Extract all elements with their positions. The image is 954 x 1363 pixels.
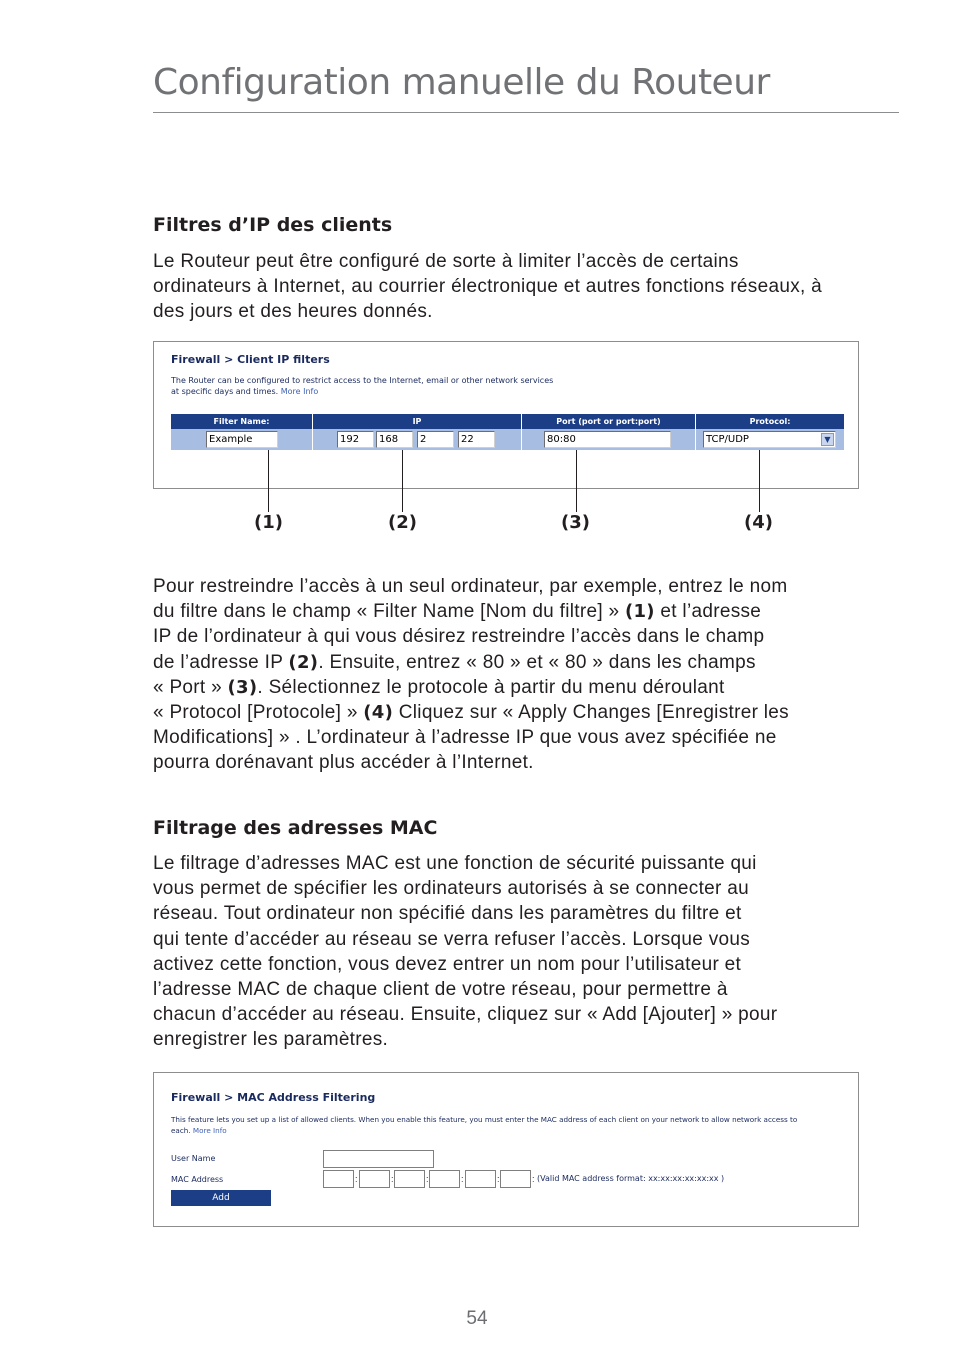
mac-separator: :: [532, 1174, 535, 1184]
paragraph-line: qui tente d’accéder au réseau se verra refuser l’accès. Lorsque vous: [153, 928, 751, 950]
title-divider: [153, 112, 899, 113]
ref-2: (2): [288, 651, 319, 673]
ip-octet-1-input[interactable]: 192: [337, 431, 374, 448]
protocol-select-value: TCP/UDP: [706, 434, 749, 445]
screenshot-description: [171, 1115, 797, 1136]
client-ip-filters-screenshot: [153, 341, 859, 489]
mac-octet-input[interactable]: [429, 1170, 460, 1188]
callout-line-3: [576, 450, 577, 512]
mac-filtering-description: [153, 851, 777, 1053]
paragraph-line: Le filtrage d’adresses MAC est une fonction de sécurité puissante qui: [153, 853, 757, 874]
callout-line-4: [759, 450, 760, 512]
paragraph-line: activez cette fonction, vous devez entrer un nom pour l’utilisateur et: [153, 953, 742, 975]
mac-separator: :: [391, 1174, 394, 1184]
description-line: at specific days and times.: [171, 386, 279, 396]
section-heading-mac-filtering: Filtrage des adresses MAC: [153, 817, 438, 839]
page-number: 54: [466, 1308, 488, 1329]
section-heading-ip-filters: Filtres d’IP des clients: [153, 214, 393, 236]
mac-separator: :: [497, 1174, 500, 1184]
column-divider: [312, 414, 313, 450]
paragraph-line: de l’adresse IP (2). Ensuite, entrez « 80 » et « 80 » dans les champs: [153, 651, 756, 673]
mac-address-label: MAC Address: [171, 1175, 224, 1184]
ip-filter-instructions: [153, 574, 789, 776]
ref-1: (1): [624, 601, 655, 623]
intro-line: Le Routeur peut être configuré de sorte à limiter l’accès de certains: [153, 251, 739, 272]
mac-filtering-screenshot: [153, 1072, 859, 1227]
column-header-protocol: Protocol:: [749, 417, 791, 426]
paragraph-line: du filtre dans le champ « Filter Name [Nom du filtre] » (1) et l’adresse: [153, 601, 762, 623]
paragraph-line: « Port » (3). Sélectionnez le protocole à partir du menu déroulant: [153, 676, 725, 698]
paragraph-line: réseau. Tout ordinateur non spécifié dans les paramètres du filtre et: [153, 903, 742, 925]
mac-format-hint: (Valid MAC address format: xx:xx:xx:xx:xx:xx ): [537, 1174, 725, 1183]
table-header-row: [171, 414, 844, 429]
screenshot-title: Firewall > MAC Address Filtering: [171, 1091, 376, 1104]
mac-octet-input[interactable]: [394, 1170, 425, 1188]
intro-line: des jours et des heures donnés.: [153, 301, 433, 323]
callout-label-4: (4): [744, 512, 773, 533]
user-name-label: User Name: [171, 1154, 216, 1163]
paragraph-line: l’adresse MAC de chaque client de votre réseau, pour permettre à: [153, 979, 728, 1001]
mac-octet-input[interactable]: [500, 1170, 531, 1188]
mac-octet-input[interactable]: [359, 1170, 390, 1188]
mac-octet-input[interactable]: [323, 1170, 354, 1188]
mac-separator: :: [355, 1174, 358, 1184]
screenshot-description: [171, 376, 553, 397]
callout-label-1: (1): [254, 512, 283, 533]
ip-octet-2-input[interactable]: 168: [376, 431, 413, 448]
paragraph-line: pourra dorénavant plus accéder à l’Internet.: [153, 752, 534, 774]
mac-address-fields: [323, 1170, 725, 1188]
add-button[interactable]: Add: [171, 1190, 271, 1206]
ip-octet-4-input[interactable]: 22: [458, 431, 495, 448]
column-header-filter-name: Filter Name:: [213, 417, 270, 426]
ref-4: (4): [363, 702, 394, 724]
column-divider: [521, 414, 522, 450]
column-header-ip: IP: [412, 417, 422, 426]
more-info-link[interactable]: More Info: [280, 386, 319, 396]
paragraph-line: vous permet de spécifier les ordinateurs autorisés à se connecter au: [153, 878, 749, 900]
paragraph-line: chacun d’accéder au réseau. Ensuite, cliquez sur « Add [Ajouter] » pour: [153, 1004, 778, 1026]
ip-octet-3-input[interactable]: 2: [417, 431, 454, 448]
intro-line: ordinateurs à Internet, au courrier électronique et autres fonctions réseaux, à: [153, 276, 823, 298]
filter-name-input[interactable]: Example: [206, 431, 278, 448]
user-name-input[interactable]: [323, 1150, 434, 1168]
callout-line-2: [402, 450, 403, 512]
description-line: each.: [171, 1125, 191, 1135]
paragraph-line: « Protocol [Protocole] » (4) Cliquez sur « Apply Changes [Enregistrer les: [153, 702, 789, 724]
callout-label-3: (3): [561, 512, 590, 533]
page-title: Configuration manuelle du Routeur: [153, 62, 770, 103]
paragraph-line: Modifications] » . L’ordinateur à l’adresse IP que vous avez spécifiée ne: [153, 727, 777, 749]
column-header-port: Port (port or port:port): [556, 417, 661, 426]
section-intro-ip-filters: [153, 249, 822, 325]
description-line: This feature lets you set up a list of allowed clients. When you enable this feature, you must enter the MAC address of each client on your network to allow network access to: [171, 1115, 798, 1124]
more-info-link[interactable]: More Info: [192, 1125, 227, 1135]
callout-line-1: [268, 450, 269, 512]
paragraph-line: Pour restreindre l’accès à un seul ordinateur, par exemple, entrez le nom: [153, 576, 788, 597]
ref-3: (3): [227, 676, 258, 698]
callout-label-2: (2): [388, 512, 417, 533]
protocol-select[interactable]: [703, 431, 836, 448]
mac-separator: :: [461, 1174, 464, 1184]
column-divider: [695, 414, 696, 450]
mac-separator: :: [426, 1174, 429, 1184]
chevron-down-icon[interactable]: ▼: [821, 433, 834, 446]
paragraph-line: enregistrer les paramètres.: [153, 1029, 389, 1051]
paragraph-line: IP de l’ordinateur à qui vous désirez restreindre l’accès dans le champ: [153, 626, 765, 648]
mac-octet-input[interactable]: [465, 1170, 496, 1188]
table-row: [171, 429, 844, 450]
screenshot-title: Firewall > Client IP filters: [171, 353, 330, 366]
port-input[interactable]: 80:80: [544, 431, 671, 448]
description-line: The Router can be configured to restrict access to the Internet, email or other network services: [171, 376, 554, 385]
ip-filter-table: [171, 414, 844, 450]
